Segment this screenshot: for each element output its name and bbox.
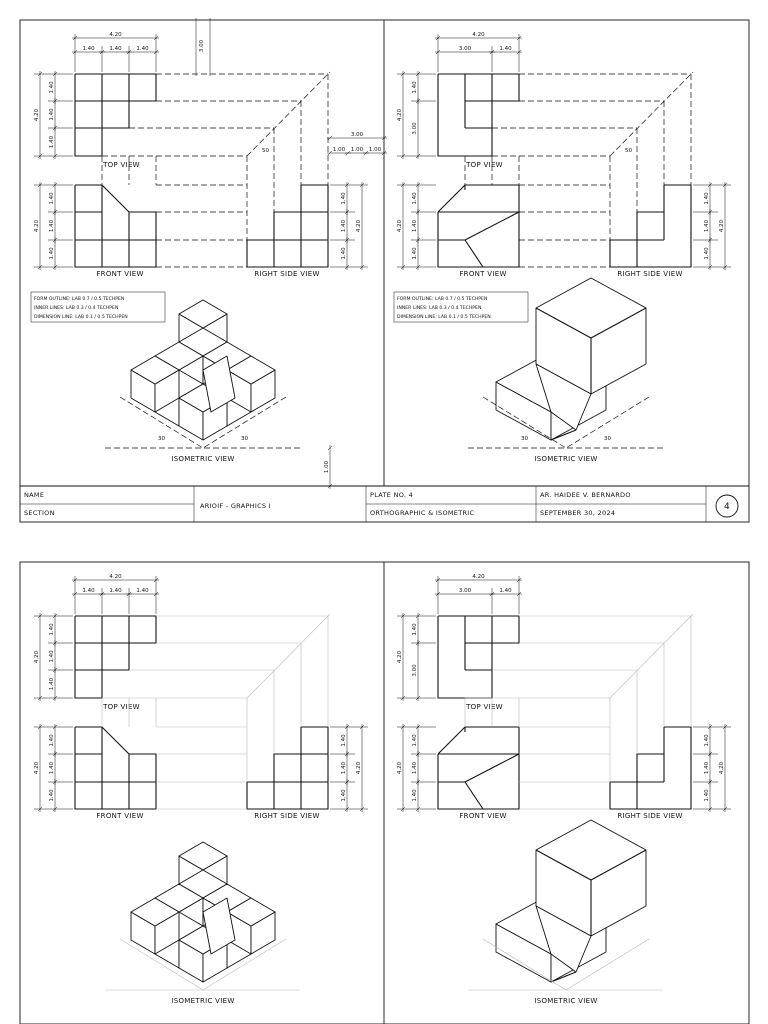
dimension-text: 1.40 [499, 588, 512, 594]
dimension-text: 1.40 [49, 650, 55, 663]
dimension-text: 1.40 [704, 219, 710, 233]
dimension-text: 1.40 [704, 734, 710, 747]
dimension-text: 4.20 [397, 650, 403, 664]
top-view-outline [75, 616, 156, 698]
dimension-text: 1.40 [49, 734, 55, 747]
front-view-outline [75, 185, 156, 267]
dimension-text: 3.00 [458, 588, 472, 594]
top-view-outline [438, 616, 519, 698]
top-view-outline [438, 74, 519, 156]
front-view-label: FRONT VIEW [96, 270, 144, 278]
dimension-text: 1.40 [341, 219, 347, 233]
dimension-text: 1.40 [136, 588, 149, 594]
front-view-outline [75, 727, 156, 809]
dimension-text: 4.20 [34, 650, 40, 664]
name-label: NAME [24, 491, 45, 499]
dimension-text: 3.00 [199, 39, 205, 53]
dimension-text: 1.40 [412, 192, 418, 205]
dimension-text: 1.40 [82, 588, 95, 594]
angle-label: 30 [158, 436, 165, 442]
dimension-text: 1.40 [704, 789, 710, 802]
front-view-line [465, 212, 519, 240]
quadrant-top-left [31, 18, 387, 489]
miter-line [247, 614, 330, 698]
dimension-text: 1.40 [109, 588, 122, 594]
dimension-text: 3.00 [412, 122, 418, 135]
dimension-text: 1.40 [412, 761, 418, 775]
dimension-text: 1.40 [49, 623, 55, 636]
plate-no-label: PLATE NO. 4 [370, 491, 414, 499]
isometric-label: ISOMETRIC VIEW [534, 997, 598, 1005]
plate-number: 4 [723, 502, 731, 512]
dimension-text: 1.40 [49, 247, 55, 260]
isometric-drawing [496, 278, 646, 440]
front-view-label: FRONT VIEW [459, 270, 507, 278]
line-weight-notes [394, 292, 528, 322]
dimension-text: 4.20 [34, 108, 40, 122]
dimension-text: 3.00 [458, 46, 472, 52]
isometric-drawing [496, 820, 646, 982]
dimension-text: 1.00 [332, 147, 346, 153]
miter-angle-label: 50 [262, 148, 269, 154]
course-label: ARIOIF - GRAPHICS I [200, 502, 271, 510]
dimension-text: 4.20 [356, 219, 362, 233]
dimension-text: 1.40 [49, 677, 55, 691]
note-line: DIMENSION LINE: LAB 0.1 / 0.5 TECHPEN [397, 315, 491, 320]
note-line: FORM OUTLINE: LAB 0.7 / 0.5 TECHPEN [34, 297, 125, 302]
dimension-text: 4.20 [34, 761, 40, 775]
dimension-text: 1.40 [49, 789, 55, 802]
dimension-text: 1.40 [109, 46, 122, 52]
side-view-label: RIGHT SIDE VIEW [254, 270, 320, 278]
side-view-label: RIGHT SIDE VIEW [254, 812, 320, 820]
miter-line [610, 72, 693, 156]
dimension-text: 1.40 [82, 46, 95, 52]
miter-angle-label: 50 [625, 148, 632, 154]
side-view-label: RIGHT SIDE VIEW [617, 270, 683, 278]
front-view-outline [438, 185, 519, 267]
dimension-text: 4.20 [356, 761, 362, 775]
instructor-label: AR. HAIDEE V. BERNARDO [540, 491, 631, 499]
dimension-text: 4.20 [472, 574, 485, 580]
front-view-line [465, 240, 483, 267]
dimension-text: 3.00 [412, 664, 418, 677]
dimension-text: 1.40 [412, 219, 418, 233]
isometric-label: ISOMETRIC VIEW [534, 455, 598, 463]
dimension-text: 1.40 [49, 761, 55, 775]
dimension-text: 1.40 [412, 247, 418, 260]
dimension-text: 1.40 [341, 247, 347, 260]
line-weight-notes [31, 292, 165, 322]
miter-line [610, 614, 693, 698]
dimension-text: 4.20 [472, 32, 485, 38]
note-line: INNER LINES: LAB 0.3 / 0.4 TECHPEN [397, 306, 482, 311]
note-line: INNER LINES: LAB 0.3 / 0.4 TECHPEN [34, 306, 119, 311]
note-line: FORM OUTLINE: LAB 0.7 / 0.5 TECHPEN [397, 297, 488, 302]
dimension-text: 1.00 [324, 460, 330, 474]
dimension-text: 1.40 [412, 81, 418, 94]
side-view-label: RIGHT SIDE VIEW [617, 812, 683, 820]
dimension-text: 1.40 [704, 192, 710, 205]
front-view-line [465, 782, 483, 809]
dimension-text: 1.40 [49, 135, 55, 149]
front-view-label: FRONT VIEW [459, 812, 507, 820]
top-view-label: TOP VIEW [103, 703, 140, 711]
dimension-text: 1.40 [412, 734, 418, 747]
side-view-outline [247, 185, 328, 267]
dimension-text: 4.20 [719, 761, 725, 775]
dimension-text: 1.40 [341, 192, 347, 205]
dimension-text: 4.20 [34, 219, 40, 233]
isometric-drawing [131, 842, 275, 982]
plate-title-label: ORTHOGRAPHIC & ISOMETRIC [370, 509, 475, 517]
dimension-text: 1.00 [368, 147, 382, 153]
top-view-outline [75, 74, 156, 156]
dimension-text: 1.40 [49, 219, 55, 233]
top-view-label: TOP VIEW [466, 703, 503, 711]
dimension-text: 4.20 [109, 574, 122, 580]
dimension-text: 1.40 [704, 247, 710, 260]
dimension-text: 1.40 [49, 108, 55, 121]
angle-label: 30 [241, 436, 248, 442]
dimension-text: 4.20 [397, 219, 403, 233]
quadrant-bottom-right [397, 574, 731, 1005]
isometric-drawing [131, 300, 275, 440]
dimension-text: 1.40 [49, 81, 55, 94]
angle-label: 30 [521, 436, 528, 442]
isometric-label: ISOMETRIC VIEW [171, 455, 235, 463]
front-view-label: FRONT VIEW [96, 812, 144, 820]
quadrant-bottom-left [34, 574, 368, 1005]
dimension-text: 1.40 [499, 46, 512, 52]
dimension-text: 3.00 [350, 132, 364, 138]
dimension-text: 4.20 [719, 219, 725, 233]
isometric-label: ISOMETRIC VIEW [171, 997, 235, 1005]
front-view-line [465, 754, 519, 782]
dimension-text: 4.20 [109, 32, 122, 38]
quadrant-top-right [394, 32, 731, 463]
side-view-outline [610, 185, 691, 267]
dimension-text: 1.40 [412, 623, 418, 636]
dimension-text: 1.00 [350, 147, 364, 153]
front-view-outline [438, 727, 519, 809]
angle-label: 30 [604, 436, 611, 442]
dimension-text: 1.40 [49, 192, 55, 205]
dimension-text: 1.40 [136, 46, 149, 52]
section-label: SECTION [24, 509, 55, 517]
miter-line [247, 72, 330, 156]
note-line: DIMENSION LINE: LAB 0.1 / 0.5 TECHPEN [34, 315, 128, 320]
dimension-text: 1.40 [412, 789, 418, 802]
side-view-outline [247, 727, 328, 809]
dimension-text: 1.40 [341, 789, 347, 802]
dimension-text: 4.20 [397, 761, 403, 775]
title-block [20, 486, 749, 522]
date-label: SEPTEMBER 30, 2024 [540, 509, 616, 517]
dimension-text: 1.40 [341, 761, 347, 775]
dimension-text: 1.40 [341, 734, 347, 747]
dimension-text: 1.40 [704, 761, 710, 775]
side-view-outline [610, 727, 691, 809]
top-view-label: TOP VIEW [466, 161, 503, 169]
top-view-label: TOP VIEW [103, 161, 140, 169]
dimension-text: 4.20 [397, 108, 403, 122]
